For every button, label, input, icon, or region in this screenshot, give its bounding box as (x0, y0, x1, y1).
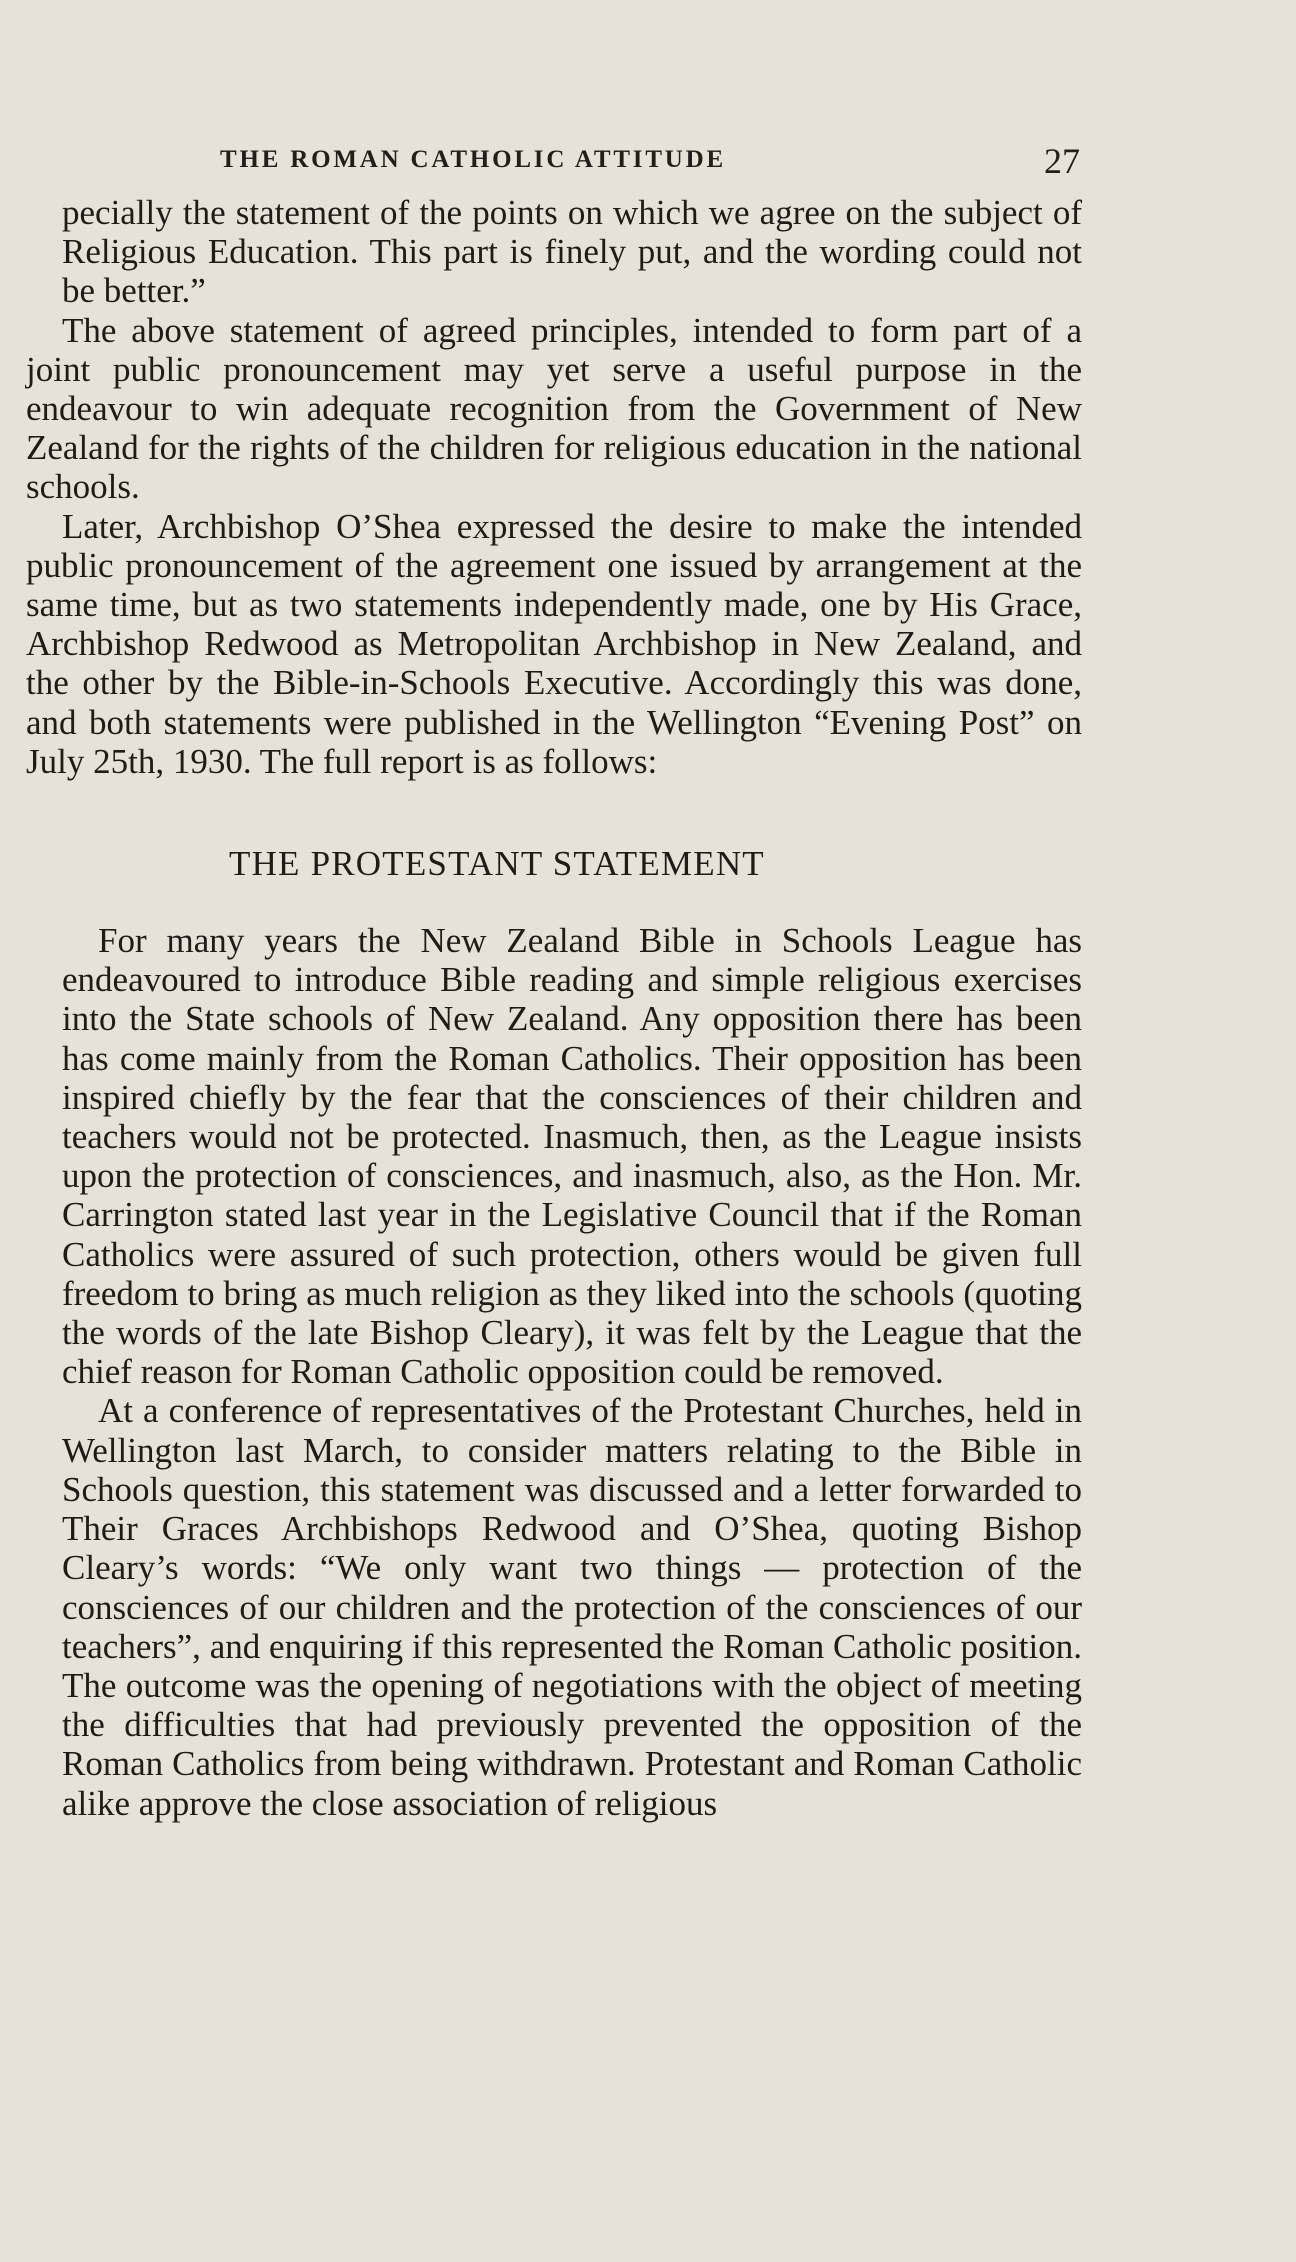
page-number: 27 (1044, 141, 1080, 181)
section-heading: THE PROTESTANT STATEMENT (229, 844, 765, 884)
paragraph: For many years the New Zealand Bible in Schools League has endeavoured to introduce Bible reading and simple religious exercises into the State schools of New Zealand. Any opposition there has been has come mainly from the Roman Catholics. Their opposition has been inspired chiefly by the fear that the consciences of their children and teachers would not be protected. Inasmuch, then, as the League insists upon the protection of consciences, and inasmuch, also, as the Hon. Mr. Carrington stated last year in the Legislative Council that if the Roman Catholics were assured of such protection, others would be given full freedom to bring as much religion as they liked into the schools (quoting the words of the late Bishop Cleary), it was felt by the League that the chief reason for Roman Catholic opposition could be removed. (62, 921, 1082, 1392)
paragraph: The above statement of agreed principles, intended to form part of a joint public pronouncement may yet serve a useful purpose in the endeavour to win adequate recognition from the Government of New Zealand for the rights of the children for religious education in the national schools. (26, 310, 1082, 507)
running-title: THE ROMAN CATHOLIC ATTITUDE (220, 146, 726, 173)
paragraph-continuation: pecially the statement of the points on which we agree on the subject of Religious Education. This part is finely put, and the wording could not be better.” (62, 193, 1082, 311)
paragraph: At a conference of representatives of the Protestant Churches, held in Wellington last March, to consider matters relating to the Bible in Schools question, this statement was discussed and a letter forwarded to Their Graces Archbishops Redwood and O’Shea, quoting Bishop Cleary’s words: “We only want two things — protection of the consciences of our children and the protection of the consciences of our teachers”, and enquiring if this represented the Roman Catholic position. The outcome was the opening of negotiations with the object of meeting the difficulties that had previously prevented the opposition of the Roman Catholics from being withdrawn. Protestant and Roman Catholic alike approve the close association of religious (62, 1391, 1082, 1823)
paragraph: Later, Archbishop O’Shea expressed the desire to make the intended public pronouncement of the agreement one issued by arrangement at the same time, but as two statements independently made, one by His Grace, Archbishop Redwood as Metropolitan Archbishop in New Zealand, and the other by the Bible-in-Schools Executive. Accordingly this was done, and both statements were published in the Wellington “Evening Post” on July 25th, 1930. The full report is as follows: (26, 506, 1082, 781)
running-head (220, 140, 1080, 180)
body-text (26, 193, 1082, 1823)
